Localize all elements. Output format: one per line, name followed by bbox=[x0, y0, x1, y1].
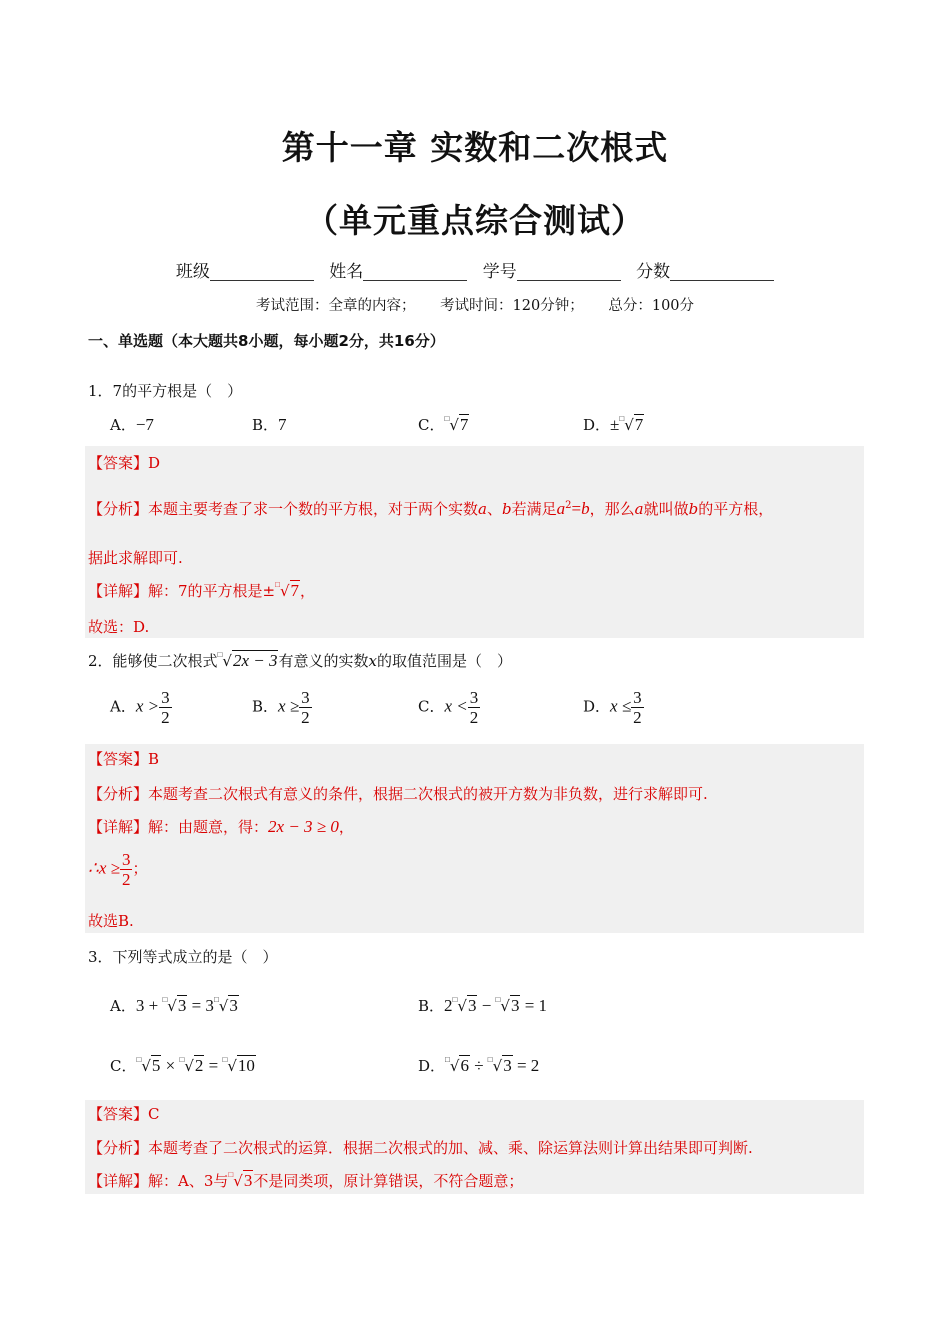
radical: □√3 bbox=[452, 995, 477, 1015]
class-blank[interactable] bbox=[210, 262, 314, 281]
question-1-stem: 1．7的平方根是（ ） bbox=[88, 382, 243, 400]
q1-analysis-cont: 据此求解即可. bbox=[88, 549, 183, 567]
exam-meta bbox=[0, 294, 950, 315]
q3-option-b: B．2□√3 − □√3 = 1 bbox=[418, 995, 548, 1015]
q1-detail: 【详解】解：7的平方根是±□√7， bbox=[88, 580, 316, 600]
q1-analysis: 【分析】本题主要考查了求一个数的平方根，对于两个实数a、b若满足$a^2=b$，那么a就叫做b的平方根， bbox=[88, 499, 774, 518]
q3-option-d: D．□√6 ÷ □√3 = 2 bbox=[418, 1055, 540, 1075]
q2-answer: 【答案】B bbox=[88, 750, 160, 768]
name-label: 姓名 bbox=[329, 262, 364, 282]
q1-choose: 故选：D. bbox=[88, 618, 150, 636]
exam-total: 总分：100分 bbox=[608, 298, 695, 314]
radical: □√2 bbox=[179, 1055, 204, 1075]
exam-time: 考试时间：120分钟； bbox=[440, 298, 584, 314]
radical: □√10 bbox=[222, 1055, 255, 1075]
question-2-stem: 2．能够使二次根式□√2x − 3有意义的实数x的取值范围是（ ） bbox=[88, 650, 512, 670]
q1-option-c: C．□√7 bbox=[418, 414, 469, 434]
q2-answer-block bbox=[85, 744, 864, 933]
question-3-stem: 3．下列等式成立的是（ ） bbox=[88, 948, 278, 966]
id-label: 学号 bbox=[482, 262, 517, 282]
radical: □√3 bbox=[495, 995, 520, 1015]
q2-option-b: B．x ≥ $\frac{3}{2}$ bbox=[252, 688, 310, 727]
id-blank[interactable] bbox=[517, 262, 621, 281]
radical: □√6 bbox=[445, 1055, 469, 1075]
q2-option-c: C．x < $\frac{3}{2}$ bbox=[418, 688, 479, 727]
chapter-title: 第十一章 实数和二次根式 bbox=[281, 128, 669, 167]
q2-option-d: D．x ≤ $\frac{3}{2}$ bbox=[583, 688, 642, 727]
q3-option-c: C．□√5 × □√2 = □√10 bbox=[110, 1055, 255, 1075]
radical: □√7 bbox=[275, 580, 300, 600]
q3-answer: 【答案】C bbox=[88, 1105, 160, 1123]
class-label: 班级 bbox=[175, 262, 210, 282]
radical: □√7 bbox=[619, 414, 644, 434]
q3-option-a: A．3 + □√3 = 3□√3 bbox=[110, 995, 238, 1015]
radical: □√5 bbox=[136, 1055, 161, 1075]
exam-scope: 考试范围：全章的内容； bbox=[255, 298, 416, 314]
radical: □√3 bbox=[228, 1170, 253, 1190]
section-heading: 一、单选题（本大题共8小题，每小题2分，共16分） bbox=[88, 332, 445, 350]
radical: □√2x − 3 bbox=[217, 650, 278, 670]
q3-answer-block bbox=[85, 1100, 864, 1194]
radical: □√7 bbox=[444, 414, 469, 434]
q1-answer-block bbox=[85, 446, 864, 638]
radical: □√3 bbox=[213, 995, 238, 1015]
q1-option-a: A．−7 bbox=[110, 415, 154, 434]
q1-answer: 【答案】D bbox=[88, 454, 161, 472]
name-blank[interactable] bbox=[363, 262, 467, 281]
student-info-fields bbox=[0, 257, 950, 282]
q2-therefore: ∴x ≥ $\frac{3}{2}$ ； bbox=[88, 850, 148, 889]
q2-choose: 故选B. bbox=[88, 912, 134, 930]
q2-analysis: 【分析】本题考查二次根式有意义的条件，根据二次根式的被开方数为非负数，进行求解即可. bbox=[88, 785, 708, 803]
q1-option-b: B．7 bbox=[252, 415, 287, 434]
score-label: 分数 bbox=[636, 262, 671, 282]
q3-detail: 【详解】解：A、3与□√3不是同类项，原计算错误，不符合题意； bbox=[88, 1170, 524, 1190]
radical: □√3 bbox=[487, 1055, 512, 1075]
q2-option-a: A．x > $\frac{3}{2}$ bbox=[110, 688, 170, 727]
score-blank[interactable] bbox=[670, 262, 774, 281]
radical: □√3 bbox=[162, 995, 187, 1015]
q2-detail: 【详解】解：由题意，得：2x − 3 ≥ 0， bbox=[88, 817, 354, 836]
q1-option-d: D．±□√7 bbox=[583, 414, 644, 434]
chapter-subtitle: （单元重点综合测试） bbox=[305, 201, 645, 240]
q3-analysis: 【分析】本题考查了二次根式的运算．根据二次根式的加、减、乘、除运算法则计算出结果即可判断. bbox=[88, 1139, 753, 1157]
